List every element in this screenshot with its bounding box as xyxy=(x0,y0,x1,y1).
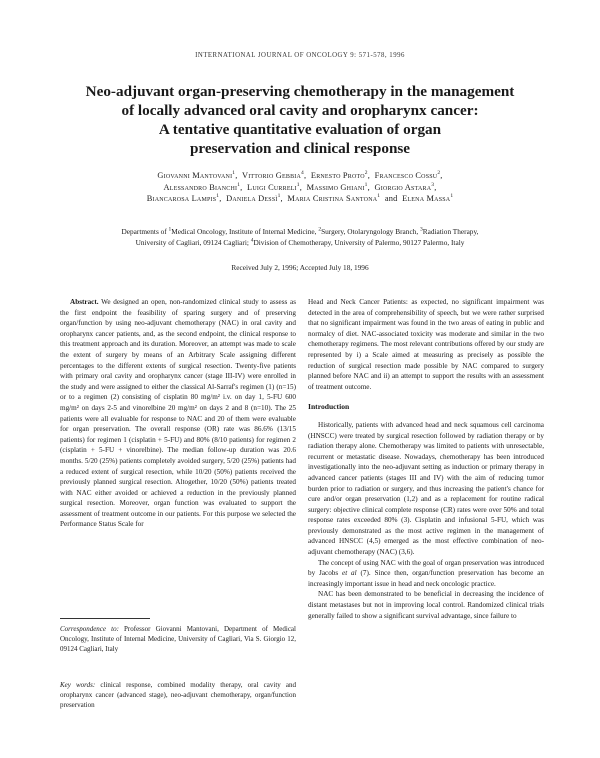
author-name: Biancarosa Lampis xyxy=(146,194,217,203)
author-line: Biancarosa Lampis$^1$, Daniela Dessì$^1$, Maria Cristina Santona$^1$ and Elena Massa$^1$ xyxy=(146,193,454,203)
keywords-text: clinical response, combined modality therapy, oral cavity and oropharynx cancer (advanced stage), neo-adjuvant chemotherapy, organ/function preservation xyxy=(60,681,296,709)
footnote-divider xyxy=(60,618,150,619)
author-name: Luigi Curreli xyxy=(247,182,297,192)
affiliation-line: University of Cagliari, 09124 Cagliari; $^4$Division of Chemotherapy, University of Palermo, 90127 Palermo, Italy xyxy=(135,237,465,247)
intro-paragraph: Historically, patients with advanced head and neck squamous cell carcinoma (HNSCC) were treated by surgical resection followed by radiation therapy or by radiation therapy alone. Chemotherapy was limited to patients with unresectable, recurrent or metastatic disease. Nowadays, chemotherapy has been introduced investigationally into the neo-adjuvant setting as induction or primary therapy in advanced cancer patients (stages III and IV) with the aim of reducing tumor burden prior to radiation or surgery, and thus increasing the patient's chance for cure and/or organ preservation (1,2) and as a replacement for routine radical surgery: objective clinical complete response (CR) rates were over 50% and total response rates exceeded 80% (3). Cisplatin and infusional 5-FU, which was previously demonstrated as the most active regimen in the management of advanced HNSCC (4,5) emerged as the most effective combination of neo-adjuvant chemotherapy (NAC) (3,6). xyxy=(308,420,544,557)
author-name: Francesco Cossu xyxy=(374,171,438,180)
title-line: of locally advanced oral cavity and oropharynx cancer: xyxy=(121,102,479,119)
author-name: Ernesto Proto xyxy=(310,171,365,180)
correspondence-text: Professor Giovanni Mantovani, Department of Medical Oncology, Institute of Internal Medicine, University of Cagliari, Via S. Giorgio 12, 09124 Cagliari, Italy xyxy=(60,625,296,653)
received-dates: Received July 2, 1996; Accepted July 18, 1996 xyxy=(231,263,369,272)
author-name: Elena Massa xyxy=(402,194,451,203)
left-column xyxy=(60,297,296,530)
keywords-label: Key words: xyxy=(60,681,96,689)
section-heading-introduction: Introduction xyxy=(308,402,350,412)
abstract xyxy=(60,297,296,530)
author-line: Giovanni Mantovani$^1$, Vittorio Gebbia$^4$, Ernesto Proto$^2$, Francesco Cossu$^2$, xyxy=(157,170,443,180)
author-name: Maria Cristina Santona xyxy=(287,194,378,203)
affiliations xyxy=(30,226,570,248)
right-column xyxy=(308,297,544,621)
correspondence-label: Correspondence to: xyxy=(60,625,119,633)
paper-title xyxy=(40,82,560,158)
title-line: preservation and clinical response xyxy=(189,140,411,157)
affiliation-line: Departments of $^1$Medical Oncology, Institute of Internal Medicine, $^2$Surgery, Otolaryngology Branch, $^3$Radiation Therapy, xyxy=(121,226,479,236)
author-list xyxy=(30,170,570,205)
author-name: Alessandro Bianchi xyxy=(163,182,238,192)
and-word: and xyxy=(384,194,398,203)
intro-paragraph: The concept of using NAC with the goal of organ preservation was introduced by Jacobs et al (7). Since then, organ/function preservation has become an increasingly important issue in head and neck oncologic practice. xyxy=(308,558,544,588)
correspondence-note xyxy=(60,624,296,654)
keywords-note xyxy=(60,680,296,710)
abstract-text: We designed an open, non-randomized clinical study to assess as the first endpoint the feasibility of sparing surgery and of preserving organ/function by using neo-adjuvant chemotherapy (NAC) in oral cavity and oropharynx cancer patients, and, as the second endpoint, the clinical response to this treatment approach and its duration. Moreover, an attempt was made to scale the extent of surgery by means of an Arbitrary Scale assigning different percentages to the different extents of surgical resection. Twenty-five patients with primary oral cavity and oropharynx cancer (stage III-IV) were enrolled in the study and were assigned to either the classical Al-Sarraf's regimen (1) (n=15) or to a regimen (2) consisting of cisplatin 80 mg/m² i.v. on day 1, 5-FU 600 mg/m² on days 2-5 and vinorelbine 20 mg/m² on days 2 and 8 (n=10). The 25 patients were all evaluable for response to NAC and 20 of them were evaluable for organ preservation. The overall response (OR) rate was 86.6% (13/15 patients) for regimen 1 (cisplatin + 5-FU) and 80% (8/10 patients) for regimen 2 (cisplatin + 5-FU + vinorelbine). The median follow-up duration was 20.6 months. 5/20 (25%) patients completely avoided surgery, 5/20 (25%) patients had a reduced extent of surgical resection, while 10/20 (50%) patients received the previously planned surgical resection. Altogether, 10/20 (50%) patients treated with NAC either avoided or achieved a reduction in the previously planned surgical resection. Moreover, organ function was evaluated to support the assessment of treatment outcome in our patients. For this purpose we selected the Performance Status Scale for xyxy=(60,298,296,529)
author-name: Giorgio Astara xyxy=(374,182,432,192)
abstract-continuation: Head and Neck Cancer Patients: as expected, no significant impairment was detected in the area of comprehensibility of speech, but we were rather surprised that no significant impairment was found in the two areas of eating in public and normalcy of diet. NAC-associated toxicity was moderate and similar in the two chemotherapy regimens. The most relevant contributions offered by our study are represented by i) a Scale aimed at measuring as precisely as possible the reduction of surgical resection made possible by NAC compared to surgery planned before NAC and ii) an attempt to support the results with an assessment of treatment outcome. xyxy=(308,298,544,391)
author-name: Vittorio Gebbia xyxy=(241,171,302,180)
abstract-heading: Abstract. xyxy=(70,298,99,306)
author-name: Massimo Ghiani xyxy=(306,182,365,192)
author-name: Giovanni Mantovani xyxy=(157,171,233,180)
author-name: Daniela Dessì xyxy=(226,194,278,203)
title-line: Neo-adjuvant organ-preserving chemotherapy in the management xyxy=(85,83,515,100)
title-line: A tentative quantitative evaluation of organ xyxy=(158,121,442,138)
intro-paragraph: NAC has been demonstrated to be beneficial in decreasing the incidence of distant metastases but not in improving local control. Randomized clinical trials generally failed to show a significant survival advantage, since failure to xyxy=(308,590,544,620)
author-line: Alessandro Bianchi$^1$, Luigi Curreli$^1$, Massimo Ghiani$^1$, Giorgio Astara$^3$, xyxy=(163,181,437,192)
journal-header: INTERNATIONAL JOURNAL OF ONCOLOGY 9: 571-578, 1996 xyxy=(195,52,405,59)
